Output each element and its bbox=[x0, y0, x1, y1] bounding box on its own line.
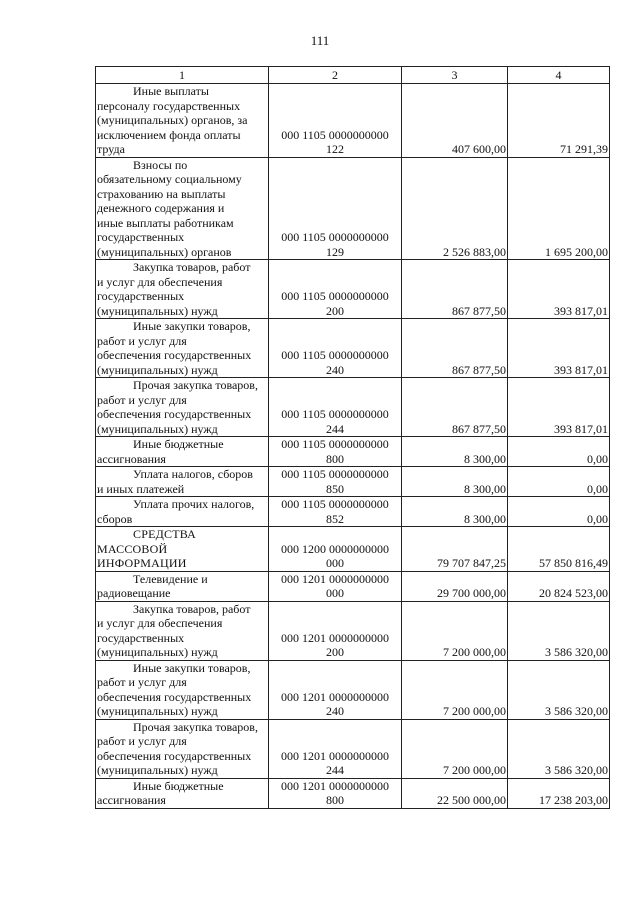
expense-name-line: (муниципальных) органов bbox=[97, 244, 232, 259]
table-row bbox=[96, 719, 610, 778]
table-row bbox=[96, 660, 610, 719]
budget-code-line: 244 bbox=[326, 763, 344, 777]
budget-code-cell bbox=[269, 467, 402, 497]
expense-name-line: государственных bbox=[97, 289, 185, 303]
table-row bbox=[96, 571, 610, 601]
amount-col3-cell: 8 300,00 bbox=[402, 467, 508, 497]
amount-col4-cell: 0,00 bbox=[508, 467, 610, 497]
expense-name-line: иные выплаты работникам bbox=[97, 215, 234, 230]
expense-name-line: МАССОВОЙ bbox=[97, 541, 168, 556]
amount-col3-cell: 79 707 847,25 bbox=[402, 527, 508, 572]
amount-col4-cell: 393 817,01 bbox=[508, 260, 610, 319]
budget-code-line: 800 bbox=[326, 451, 344, 466]
amount-col3-cell: 867 877,50 bbox=[402, 260, 508, 319]
amount-col4-cell: 17 238 203,00 bbox=[508, 778, 610, 808]
budget-code-cell bbox=[269, 497, 402, 527]
budget-code-cell bbox=[269, 378, 402, 437]
budget-code-cell bbox=[269, 157, 402, 260]
expense-name-cell bbox=[96, 497, 269, 527]
amount-col4-cell: 3 586 320,00 bbox=[508, 601, 610, 660]
expense-name-line: денежного содержания и bbox=[97, 201, 225, 215]
expense-name-cell bbox=[96, 157, 269, 260]
budget-code-line: 800 bbox=[326, 793, 344, 807]
table-row bbox=[96, 437, 610, 467]
budget-code-line: 000 1105 0000000000 bbox=[281, 348, 389, 362]
expense-name-line: Закупка товаров, работ bbox=[133, 601, 251, 616]
budget-code-line: 244 bbox=[326, 421, 344, 436]
expense-name-line: работ и услуг для bbox=[97, 675, 187, 689]
budget-code-line: 000 1201 0000000000 bbox=[281, 778, 389, 793]
budget-code-cell bbox=[269, 660, 402, 719]
expense-name-line: Закупка товаров, работ bbox=[133, 260, 251, 274]
table-header-row bbox=[96, 67, 610, 84]
expense-name-line: (муниципальных) нужд bbox=[97, 645, 218, 659]
expense-name-line: Прочая закупка товаров, bbox=[133, 378, 258, 392]
expense-name-line: ИНФОРМАЦИИ bbox=[97, 556, 187, 570]
budget-code-cell bbox=[269, 601, 402, 660]
budget-code-line: 000 1105 0000000000 bbox=[281, 127, 389, 142]
expense-name-line: Иные закупки товаров, bbox=[133, 660, 251, 675]
table-row bbox=[96, 778, 610, 808]
expense-name-line: Иные бюджетные bbox=[133, 778, 224, 793]
table-row bbox=[96, 319, 610, 378]
budget-code-line: 240 bbox=[326, 704, 344, 718]
budget-code-line: 000 1105 0000000000 bbox=[281, 289, 389, 303]
budget-code-line: 200 bbox=[326, 303, 344, 318]
expense-name-line: государственных bbox=[97, 230, 185, 244]
budget-code-line: 200 bbox=[326, 645, 344, 659]
amount-col4-cell: 1 695 200,00 bbox=[508, 157, 610, 260]
budget-code-cell bbox=[269, 571, 402, 601]
amount-col4-cell: 3 586 320,00 bbox=[508, 719, 610, 778]
expense-name-cell bbox=[96, 467, 269, 497]
expense-name-cell bbox=[96, 84, 269, 158]
expense-name-line: работ и услуг для bbox=[97, 392, 187, 407]
budget-code-line: 000 1201 0000000000 bbox=[281, 630, 389, 645]
amount-col3-cell: 407 600,00 bbox=[402, 84, 508, 158]
budget-code-line: 000 1105 0000000000 bbox=[281, 467, 389, 481]
amount-col4-cell: 393 817,01 bbox=[508, 319, 610, 378]
expense-name-line: Иные закупки товаров, bbox=[133, 319, 251, 333]
budget-code-line: 000 1105 0000000000 bbox=[281, 437, 389, 451]
budget-code-line: 000 1201 0000000000 bbox=[281, 689, 389, 704]
expense-name-line: обязательному социальному bbox=[97, 172, 242, 186]
expense-name-line: (муниципальных) нужд bbox=[97, 362, 218, 377]
column-header: 1 bbox=[96, 67, 269, 84]
amount-col3-cell: 7 200 000,00 bbox=[402, 719, 508, 778]
budget-code-line: 000 1200 0000000000 bbox=[281, 541, 389, 556]
expense-name-line: работ и услуг для bbox=[97, 734, 187, 748]
budget-code-cell bbox=[269, 260, 402, 319]
amount-col4-cell: 0,00 bbox=[508, 497, 610, 527]
budget-table bbox=[95, 66, 610, 809]
expense-name-cell bbox=[96, 571, 269, 601]
budget-code-line: 122 bbox=[326, 142, 344, 156]
column-header: 4 bbox=[508, 67, 610, 84]
expense-name-cell bbox=[96, 378, 269, 437]
table-row bbox=[96, 497, 610, 527]
budget-code-line: 000 bbox=[326, 556, 344, 570]
budget-code-cell bbox=[269, 719, 402, 778]
expense-name-line: Прочая закупка товаров, bbox=[133, 719, 258, 734]
budget-code-cell bbox=[269, 84, 402, 158]
budget-code-line: 129 bbox=[326, 244, 344, 259]
amount-col3-cell: 8 300,00 bbox=[402, 497, 508, 527]
expense-name-line: Взносы по bbox=[133, 157, 188, 172]
expense-name-cell bbox=[96, 319, 269, 378]
expense-name-line: и услуг для обеспечения bbox=[97, 274, 223, 289]
amount-col3-cell: 867 877,50 bbox=[402, 378, 508, 437]
expense-name-cell bbox=[96, 660, 269, 719]
expense-name-line: Иные бюджетные bbox=[133, 437, 224, 451]
expense-name-line: (муниципальных) нужд bbox=[97, 763, 218, 777]
budget-code-cell bbox=[269, 778, 402, 808]
budget-code-line: 000 1105 0000000000 bbox=[281, 497, 389, 511]
budget-code-line: 850 bbox=[326, 481, 344, 496]
page-number: 111 bbox=[310, 33, 330, 48]
expense-name-cell bbox=[96, 527, 269, 572]
amount-col4-cell: 71 291,39 bbox=[508, 84, 610, 158]
expense-name-line: обеспечения государственных bbox=[97, 348, 252, 362]
expense-name-line: Уплата прочих налогов, bbox=[133, 497, 255, 511]
amount-col3-cell: 867 877,50 bbox=[402, 319, 508, 378]
expense-name-line: сборов bbox=[97, 511, 133, 526]
budget-code-line: 000 1105 0000000000 bbox=[281, 407, 389, 421]
amount-col4-cell: 3 586 320,00 bbox=[508, 660, 610, 719]
expense-name-line: исключением фонда оплаты bbox=[97, 127, 241, 142]
table-row bbox=[96, 467, 610, 497]
budget-code-cell bbox=[269, 319, 402, 378]
column-header: 3 bbox=[402, 67, 508, 84]
expense-name-cell bbox=[96, 719, 269, 778]
expense-name-line: и услуг для обеспечения bbox=[97, 616, 223, 630]
expense-name-line: (муниципальных) нужд bbox=[97, 704, 218, 718]
expense-name-line: ассигнования bbox=[97, 793, 166, 807]
budget-code-line: 000 1105 0000000000 bbox=[281, 230, 389, 244]
table-row bbox=[96, 157, 610, 260]
table-row bbox=[96, 260, 610, 319]
amount-col4-cell: 57 850 816,49 bbox=[508, 527, 610, 572]
expense-name-cell bbox=[96, 601, 269, 660]
expense-name-line: государственных bbox=[97, 630, 185, 645]
amount-col4-cell: 20 824 523,00 bbox=[508, 571, 610, 601]
budget-code-cell bbox=[269, 527, 402, 572]
expense-name-line: Телевидение и bbox=[133, 571, 208, 586]
budget-code-line: 852 bbox=[326, 511, 344, 526]
expense-name-line: обеспечения государственных bbox=[97, 748, 252, 763]
expense-name-line: обеспечения государственных bbox=[97, 689, 252, 704]
amount-col4-cell: 0,00 bbox=[508, 437, 610, 467]
expense-name-line: работ и услуг для bbox=[97, 333, 187, 348]
amount-col3-cell: 7 200 000,00 bbox=[402, 601, 508, 660]
expense-name-line: Иные выплаты bbox=[133, 84, 209, 98]
expense-name-line: (муниципальных) нужд bbox=[97, 303, 218, 318]
table-row bbox=[96, 84, 610, 158]
expense-name-cell bbox=[96, 778, 269, 808]
expense-name-line: персоналу государственных bbox=[97, 98, 241, 113]
amount-col3-cell: 22 500 000,00 bbox=[402, 778, 508, 808]
amount-col3-cell: 7 200 000,00 bbox=[402, 660, 508, 719]
expense-name-line: труда bbox=[97, 142, 125, 156]
column-header: 2 bbox=[269, 67, 402, 84]
budget-code-line: 000 bbox=[326, 586, 344, 600]
amount-col3-cell: 29 700 000,00 bbox=[402, 571, 508, 601]
budget-code-line: 000 1201 0000000000 bbox=[281, 571, 389, 586]
expense-name-line: и иных платежей bbox=[97, 481, 185, 496]
expense-name-line: радиовещание bbox=[97, 586, 171, 600]
expense-name-cell bbox=[96, 437, 269, 467]
budget-code-line: 240 bbox=[326, 362, 344, 377]
expense-name-line: (муниципальных) нужд bbox=[97, 421, 218, 436]
table-row bbox=[96, 378, 610, 437]
table-body bbox=[96, 84, 610, 809]
amount-col3-cell: 8 300,00 bbox=[402, 437, 508, 467]
expense-name-line: СРЕДСТВА bbox=[133, 527, 197, 541]
table-row bbox=[96, 601, 610, 660]
expense-name-line: ассигнования bbox=[97, 451, 166, 466]
amount-col3-cell: 2 526 883,00 bbox=[402, 157, 508, 260]
amount-col4-cell: 393 817,01 bbox=[508, 378, 610, 437]
expense-name-line: Уплата налогов, сборов bbox=[133, 467, 253, 481]
budget-code-line: 000 1201 0000000000 bbox=[281, 748, 389, 763]
expense-name-cell bbox=[96, 260, 269, 319]
expense-name-line: (муниципальных) органов, за bbox=[97, 113, 248, 127]
expense-name-line: обеспечения государственных bbox=[97, 407, 252, 421]
expense-name-line: страхованию на выплаты bbox=[97, 186, 226, 201]
budget-code-cell bbox=[269, 437, 402, 467]
table-row bbox=[96, 527, 610, 572]
